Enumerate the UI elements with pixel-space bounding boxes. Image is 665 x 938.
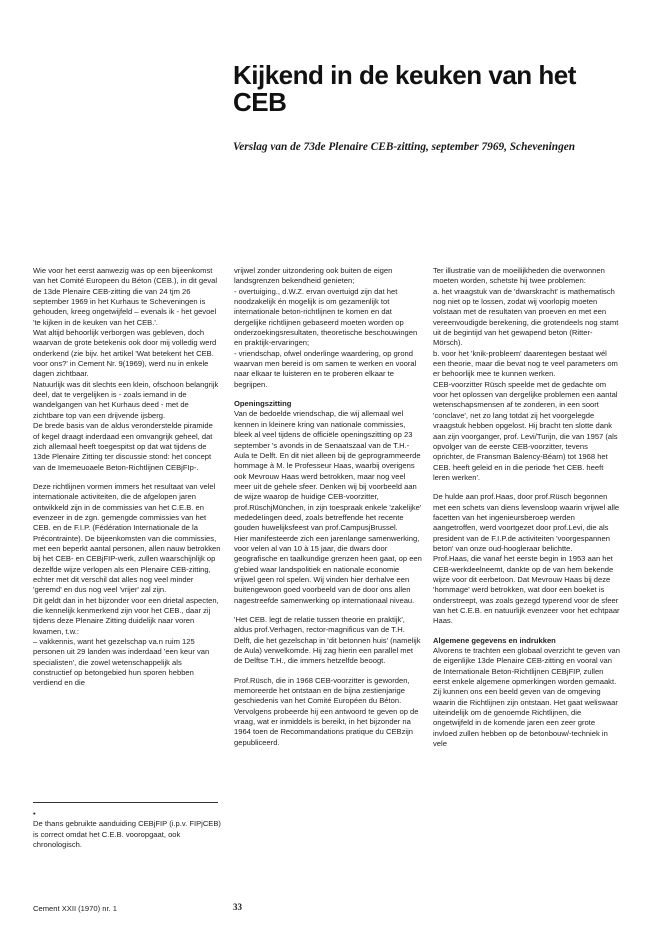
paragraph: Wie voor het eerst aanwezig was op een bijeenkomst van het Comité Europeen du Béton (CEB.), in dit geval de 13de Plenaire CEB-zitting die van 24 tjm 26 september 1969 in het Kurhaus te Scheveningen is gehouden, kreeg ongetwijfeld – evenals ik - het gevoel 'te kijken in de keuken van het CEB.'. [33,266,218,327]
paragraph: 'Het CEB. legt de relatie tussen theorie en praktijk', aldus prof.Verhagen, rector-magnificus van de T.H. Delft, die het gezelschap in 'dit betonnen huis' (namelijk de Aula) verwelkomde. Hij zag hierin een parallel met de Delftse T.H., die immers hetzelfde beoogt. [234,615,421,666]
paragraph: CEB-voorzitter Rüsch speelde met de gedachte om voor het oplossen van dergelijke problemen een aantal wetenschapsmensen af te zonderen, in een soort 'conclave', net zo lang totdat zij het voorgelegde vraagstuk hebben opgelost. Hij bracht ten slotte dank aan zijn voorganger, prof. Levi/Turijn, die van 1957 (als opvolger van de eerste CEB-voorzitter, tevens oprichter, de Fransman Balency-Béarn) tot 1968 het CEB. heeft geleid en in die periode 'het CEB. heeft leren werken'. [433,379,618,482]
paragraph: Dit geldt dan in het bijzonder voor een drietal aspecten, die kennelijk kenmerkend zijn voor het CEB., daar zij tijdens deze Plenaire Zitting duidelijk naar voren kwamen, t.w.: [33,595,219,636]
paragraph: Van de bedoelde vriendschap, die wij allemaal wel kennen in kleinere kring van nationale commissies, bleek al veel tijdens de officiële openingszitting op 23 september 's avonds in de Senaatszaal van de T.H.-Aula te Delft. En dit niet alleen bij de geprogrammeerde hommage à M. le Professeur Haas, waarbij overigens ook Mevrouw Haas werd betrokken, maar nog veel meer uit de gehele sfeer. Denken wij bij voorbeeld aan de wijze waarop de huidige CEB-voorzitter, prof.RüschjMünchen, in zijn toespraak enkele 'zakelijke' mededeIingen deed, zoals betreffende het recente gouden huwelijksfeest van prof.CampusjBrussel. [234,409,422,533]
paragraph: De hulde aan prof.Haas, door prof.Rüsch begonnen met een schets van diens levensloop waarin vrijwel alle facetten van het ingenieursberoep werden aangetroffen, werd voortgezet door prof.Levi, die als president van de F.I.P.de activiteiten 'voorgespannen beton' van onze oud-hoogleraar belichtte. [433,492,620,553]
footnote-divider [33,802,218,803]
paragraph: a. het vraagstuk van de 'dwarskracht' is mathematisch nog niet op te lossen, zodat wij voorlopig moeten volstaan met de resultaten van proeven en met een vereenvoudigde berekening, die grotendeels nog stamt uit de begintijd van het gewapend beton (Ritter-Mörsch). [433,286,619,348]
journal-reference: Cement XXII (1970) nr. 1 [33,904,117,913]
section-heading: Openingszitting [234,399,292,409]
text-column-3 [433,266,621,749]
section-heading: Algemene gegevens en indrukken [433,635,556,645]
paragraph: – vakkennis, want het gezelschap va.n ruim 125 personen uit 29 landen was inderdaad 'een keur van specialisten', die zowel wetenschappelijk als constructief op betongebied hun sporen hebben verdiend en die [33,637,210,688]
text-column-1 [33,266,221,689]
paragraph: Prof.Rüsch, die in 1968 CEB-voorzitter is geworden, memoreerde het ontstaan en de bijna zestienjarige geschiedenis van het Comité Européen du Béton. Vervolgens probeerde hij een antwoord te geven op de vraag, wat er inmiddels is bereikt, in het bijzonder na 1964 toen de Recommandations pratique du CEBzijn gepubliceerd. [234,675,419,747]
paragraph: b. voor het 'knik-probleem' daarentegen bestaat wél een theorie, maar die bevat nog te veel parameters om er behoorlijk mee te kunnen werken. [433,348,618,379]
paragraph: Alvorens te trachten een globaal overzicht te geven van de eigenlijke 13de Plenaire CEB-zitting en vooral van de Internationale Beton-Richtlijnen CEBjFIP, zullen eerst enkele algemene opmerkingen worden gemaakt. Zij kunnen ons een beeld geven van de omgeving waarin die Richtlijnen zijn ontstaan. Het gaat weliswaar uiteindelijk om de genoemde Richtlijnen, die ongetwijfeld in de komende jaren een zeer grote invloed zullen hebben op de betonbouw/-techniek in vele [433,646,621,749]
paragraph: Ter illustratie van de moeilijkheden die overwonnen moeten worden, schetste hij twee problemen: [433,266,605,286]
footnote [33,809,221,850]
footnote-marker: • [33,809,36,818]
text-column-2 [234,266,422,748]
paragraph: Natuurlijk was dit slechts een klein, ofschoon belangrijk deel, dat te vergelijken is - zoals iemand in de wandelgangen van het Kurhaus deed - met de zichtbare top van een drijvende ijsberg. [33,379,219,420]
paragraph: Hier manifesteerde zich een jarenlange samenwerking, voor velen al van 10 à 15 jaar, die dwars door geografische en taalkundige grenzen heen gaat, op een g'ebied waar landspolitiek en nationale economie vrijwel geen rol spelen. Wij vinden hier derhalve een buitengewoon goed voorbeeld van de door ons allen nagestreefde samenwerking op internationaal niveau. [234,533,422,605]
article-subtitle: Verslag van de 73de Plenaire CEB-zitting, september 7969, Scheveningen [233,141,576,153]
footnote-text: De thans gebruikte aanduiding CEBjFIP (i.p.v. FIPjCEB) is correct omdat het C.E.B. vooropgaat, ook chronologisch. [33,819,221,850]
paragraph: Prof.Haas, die vanaf het eerste begin in 1953 aan het CEB-werkdeelneemt, dankte op de van hem bekende wijze voor dit eerbetoon. Dat Mevrouw Haas bij deze 'hommage' werd betrokken, wat door een boeket is onderstreept, was zoals gezegd typerend voor de sfeer van het C.E.B. en natuurlijk evenzeer voor het echtpaar Haas. [433,554,620,626]
paragraph: Deze richtlijnen vormen immers het resultaat van velel internationale activiteiten, die de afgelopen jaren ontwikkeld zijn in de commissies van het C.E.B. en evenzeer in de zgn. gemengde commissies van het CEB. en de F.I.P. (Fédération Internationale de la Précontrainte). De bijeenkomsten van die commissies, met een beperkt aantal personen, allen nauw betrokken bij het CEB- en CEBjFIP-werk, zullen waarschijnlijk op dezelfde wijze verlopen als een Plenaire CEB-zitting, echter met dit verschil dat alles nog veel minder 'geremd' en dus nog veel 'vrijer' zal zijn. [33,481,221,595]
paragraph: De brede basis van de aldus veronderstelde piramide of kegel draagt inderdaad een omvangrijk geheel, dat zich allemaal heeft toegespitst op dat wat tijdens de 13de Plenaire Zitting ter discussie stond: het concept van de Imemeuoaele Beton-Richtlijnen CEBjFIp-. [33,421,213,472]
page-number: 33 [233,902,242,912]
paragraph: - vriendschap, ofwel onderlinge waardering, op grond waarvan men bereid is om samen te werken en vooral naar elkaar te luisteren en te proberen elkaar te begrijpen. [234,348,417,389]
paragraph: vrijwel zonder uitzondering ook buiten de eigen landsgrenzen bekendheid genieten; [234,266,393,286]
paragraph: Wat altijd behoorlijk verborgen was gebleven, doch waarvan de grote betekenis ook door mij volledig werd onderkend (zie bijv. het artikel 'Wat betekent het CEB. voor ons?' in Cement Nr. 9(1969), werd nu in enkele dagen zichtbaar. [33,328,217,379]
article-title: Kijkend in de keuken van het CEB [233,60,576,117]
paragraph: - overtuiging., d.W.Z. ervan overtuigd zijn dat het noodzakelijk én mogelijk is om gezamenlijk tot internationale beton-richtlijnen te komen en dat dergelijke richtlijnen gebaseerd moeten worden op onderzoekingsresultaten, theoretische beschouwingen en praktijk-ervaringen; [234,286,418,348]
